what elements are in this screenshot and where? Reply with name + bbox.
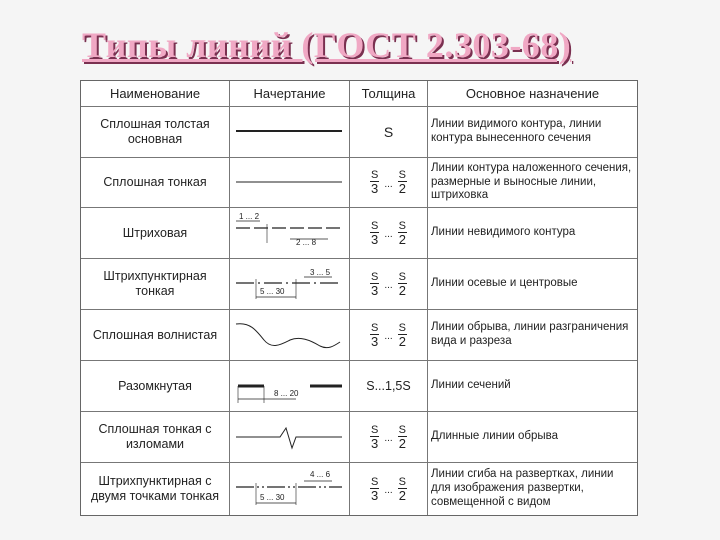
dim-label: 4 ... 6 — [310, 470, 331, 479]
thickness-value: S — [350, 107, 428, 157]
line-sample — [230, 310, 350, 360]
wavy-line-sample — [230, 310, 350, 361]
line-purpose: Линии невидимого контура — [431, 226, 576, 239]
line-name: Штриховая — [81, 208, 230, 258]
frac-num: S — [398, 219, 407, 232]
line-sample — [230, 412, 350, 462]
frac-den: 3 — [371, 231, 379, 247]
solid-thick-line-sample — [230, 107, 350, 158]
frac-sep: ... — [384, 229, 393, 240]
table-header-row — [81, 81, 637, 107]
line-purpose: Длинные линии обрыва — [431, 430, 559, 443]
frac-num: S — [370, 219, 379, 232]
header-purpose: Основное назначение — [465, 85, 600, 101]
table-row — [81, 463, 637, 515]
line-sample — [230, 463, 350, 515]
line-name: Разомкнутая — [81, 361, 230, 411]
table-row — [81, 259, 637, 310]
frac-num: S — [398, 321, 407, 334]
frac-den: 3 — [371, 333, 379, 349]
frac-den: 3 — [371, 181, 379, 196]
thickness-fraction — [350, 412, 428, 462]
line-sample — [230, 158, 350, 207]
thickness-fraction — [350, 463, 428, 515]
line-name: Сплошная тонкая — [81, 158, 230, 207]
line-name: Сплошная тонкая с изломами — [81, 412, 230, 462]
frac-num: S — [398, 475, 407, 488]
frac-den: 2 — [398, 231, 406, 247]
frac-num: S — [370, 475, 379, 488]
dim-label: 2 ... 8 — [296, 238, 317, 247]
line-sample — [230, 208, 350, 258]
frac-num: S — [398, 423, 407, 436]
frac-num: S — [370, 169, 379, 181]
dim-label: 1 ... 2 — [239, 212, 260, 221]
frac-num: S — [370, 321, 379, 334]
frac-sep: ... — [384, 433, 393, 444]
dim-label: 8 ... 20 — [274, 389, 299, 398]
line-sample — [230, 361, 350, 411]
thickness-value: S...1,5S — [350, 361, 428, 411]
frac-sep: ... — [384, 331, 393, 342]
header-drawing: Начертание — [230, 81, 350, 106]
thickness-fraction — [350, 310, 428, 360]
table-row — [81, 107, 637, 158]
solid-thin-line-sample — [230, 158, 350, 208]
dash-double-dot-line-sample — [230, 463, 350, 515]
frac-den: 3 — [371, 487, 379, 503]
dim-label: 5 ... 30 — [260, 493, 285, 502]
line-purpose: Линии видимого контура, линии контура вынесенного сечения — [431, 118, 602, 144]
thickness-fraction — [350, 208, 428, 258]
frac-num: S — [370, 423, 379, 436]
frac-sep: ... — [384, 178, 393, 190]
frac-num: S — [398, 270, 407, 283]
line-purpose: Линии осевые и центровые — [431, 277, 578, 290]
frac-den: 3 — [371, 282, 379, 298]
dash-dot-line-sample — [230, 259, 350, 310]
frac-den: 2 — [398, 181, 406, 196]
line-name: Сплошная волнистая — [81, 310, 230, 360]
frac-den: 2 — [398, 487, 406, 503]
thickness-fraction — [350, 158, 428, 207]
line-purpose: Линии обрыва, линии разграничения вида и разреза — [431, 321, 629, 347]
table-row — [81, 361, 637, 412]
line-purpose: Линии сечений — [431, 379, 511, 392]
frac-sep: ... — [384, 280, 393, 291]
line-purpose: Линии сгиба на развертках, линии для изображения развертки, совмещенной с видом — [431, 468, 614, 508]
line-name: Штрихпунктирная тонкая — [81, 259, 230, 309]
slide-title: Типы линий (ГОСТ 2.303-68) — [82, 25, 572, 65]
header-thickness: Толщина — [350, 81, 428, 106]
frac-num: S — [398, 169, 407, 181]
dim-label: 3 ... 5 — [310, 268, 331, 277]
frac-den: 2 — [398, 282, 406, 298]
line-types-table — [80, 80, 638, 516]
line-sample — [230, 259, 350, 309]
table-row — [81, 310, 637, 361]
open-line-sample — [230, 361, 350, 412]
line-name: Сплошная толстая основная — [81, 107, 230, 157]
dashed-line-sample — [230, 208, 350, 259]
frac-sep: ... — [384, 485, 393, 496]
frac-den: 3 — [371, 435, 379, 451]
line-name: Штрихпунктирная с двумя точками тонкая — [81, 463, 230, 515]
table-row — [81, 208, 637, 259]
frac-num: S — [370, 270, 379, 283]
frac-den: 2 — [398, 435, 406, 451]
table-row — [81, 412, 637, 463]
dim-label: 5 ... 30 — [260, 287, 285, 296]
table-row — [81, 158, 637, 208]
frac-den: 2 — [398, 333, 406, 349]
line-sample — [230, 107, 350, 157]
zigzag-line-sample — [230, 412, 350, 463]
line-purpose: Линии контура наложенного сечения, размерные и выносные линии, штриховка — [431, 161, 632, 202]
thickness-fraction — [350, 259, 428, 309]
header-name: Наименование — [81, 81, 230, 106]
